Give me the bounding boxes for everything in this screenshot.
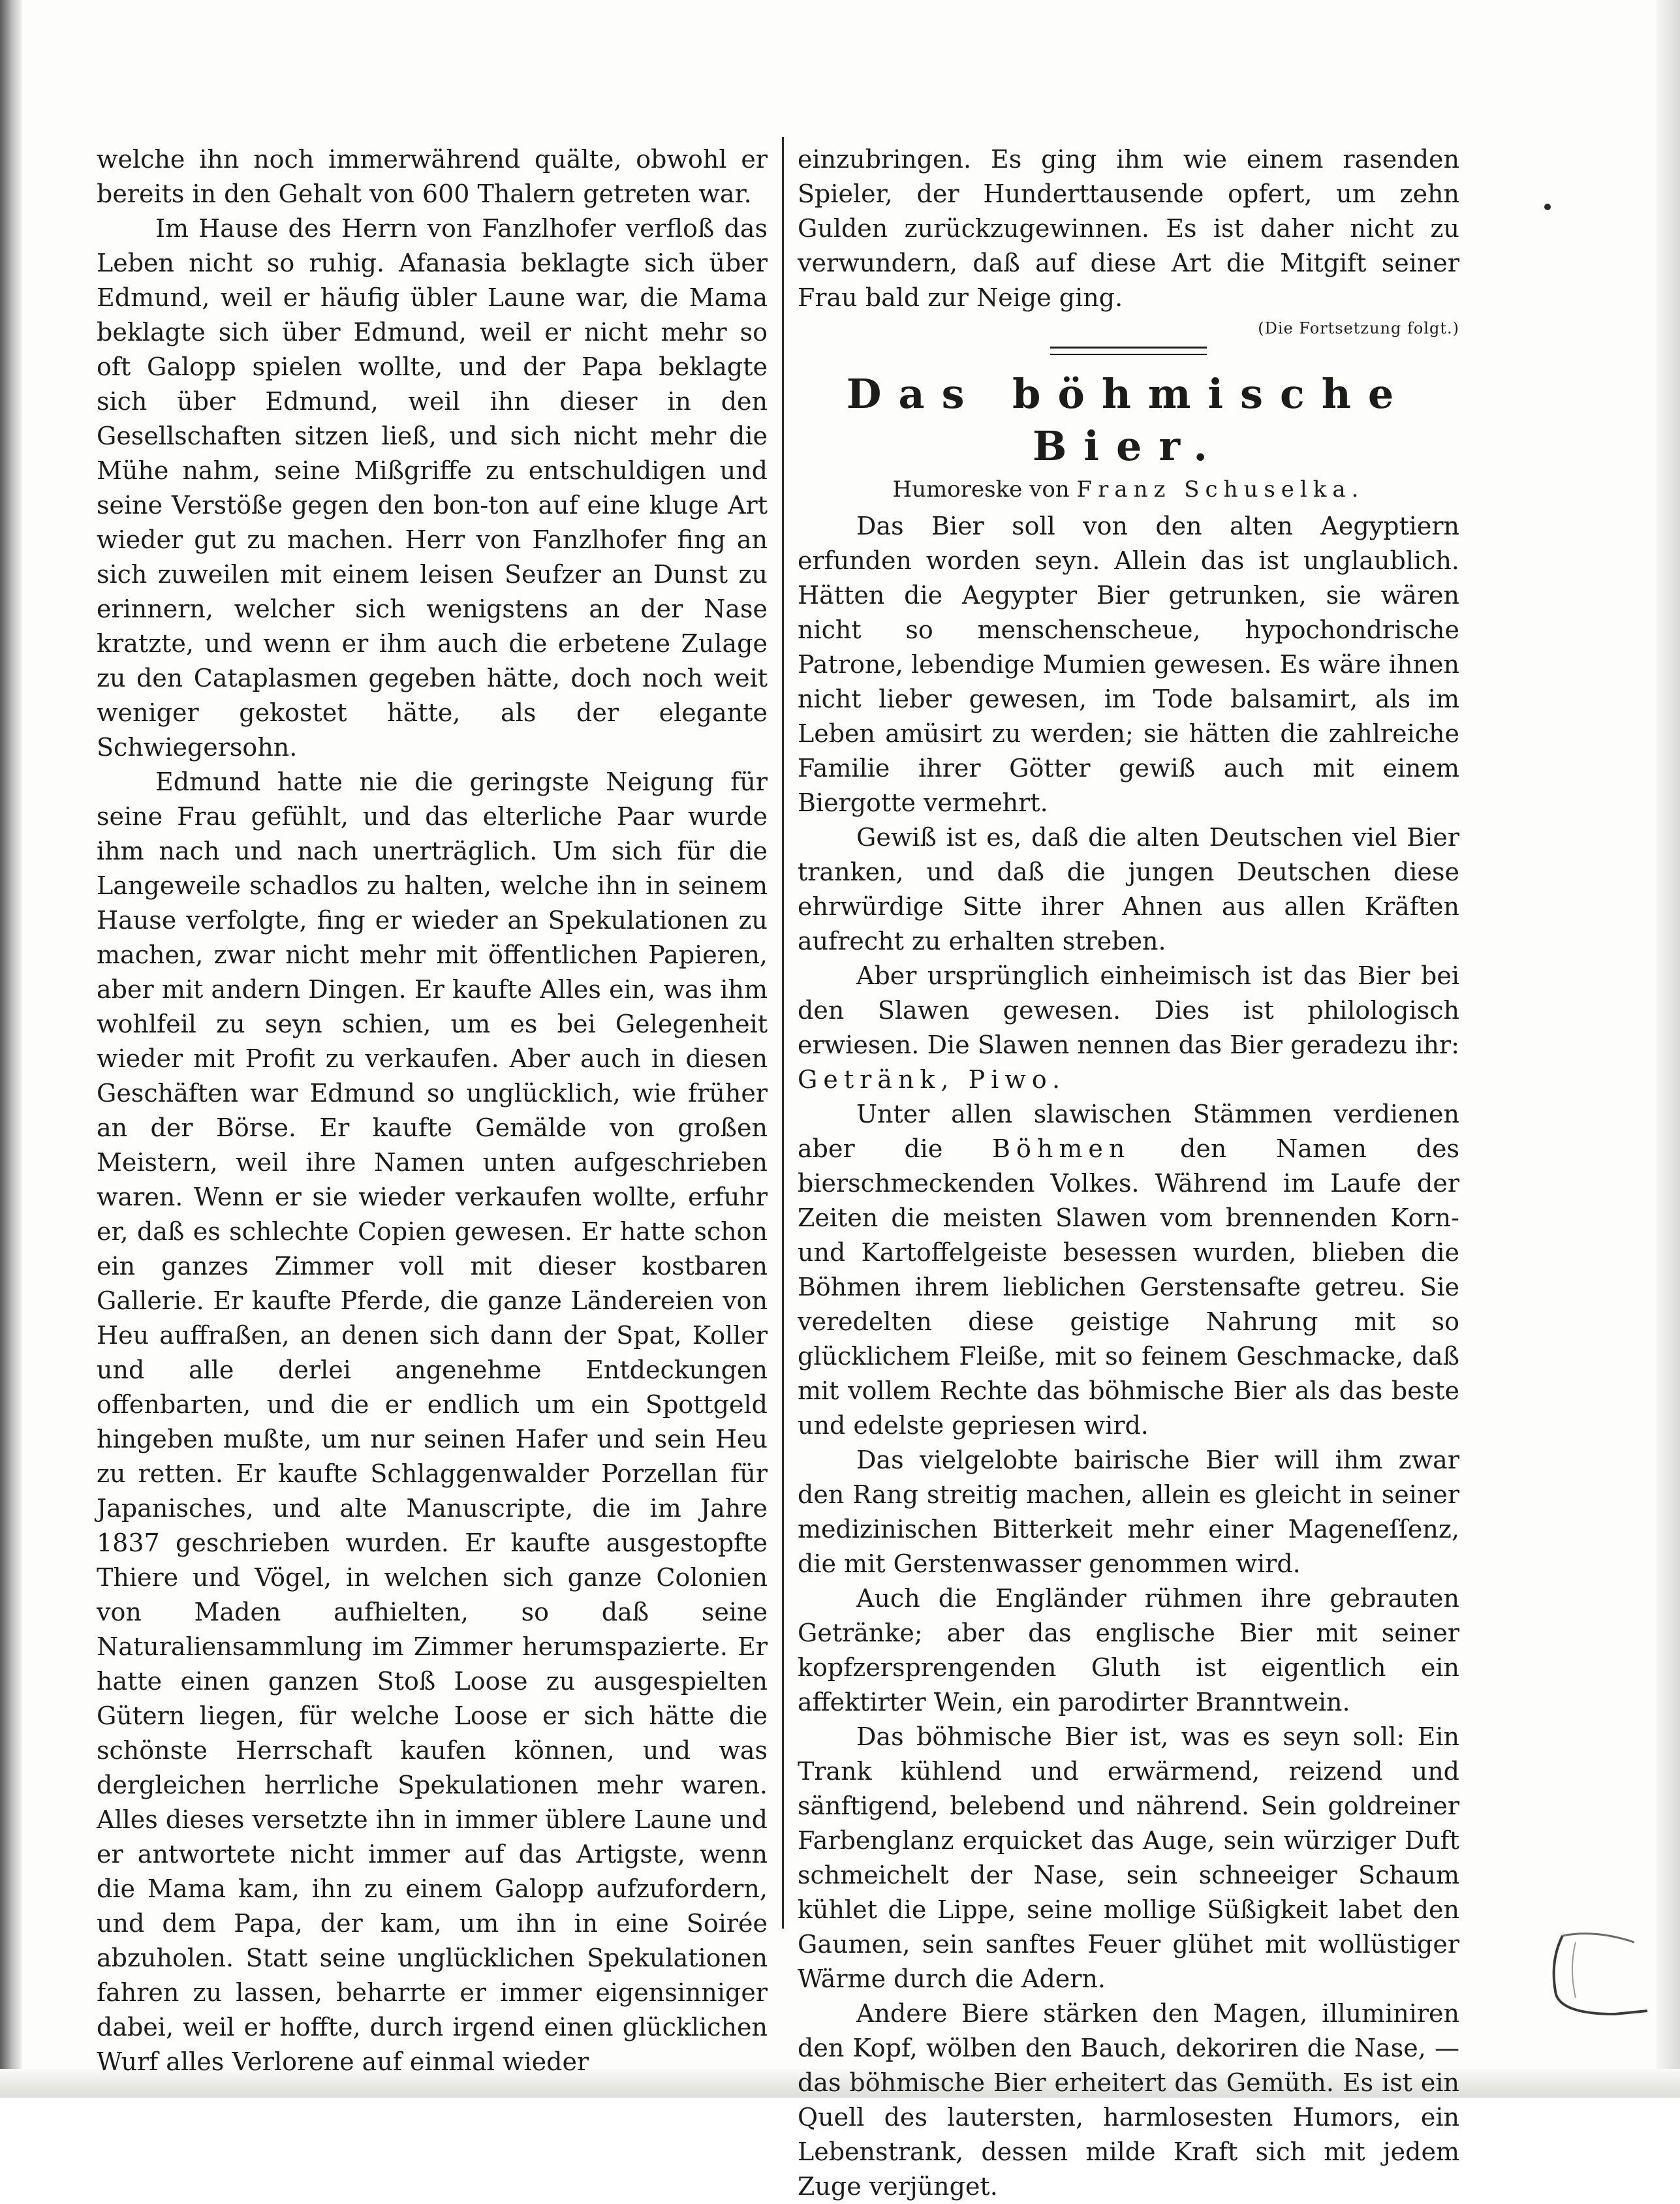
right-column bbox=[798, 142, 1459, 2204]
left-column bbox=[97, 142, 768, 2079]
article-author: Franz Schuselka. bbox=[1076, 476, 1365, 503]
term-getraenk-piwo: Getränk, Piwo. bbox=[798, 1065, 1066, 1094]
continuation-note: (Die Fortsetzung folgt.) bbox=[1258, 319, 1459, 337]
article-paragraph-8: Andere Biere stärken den Magen, illuminiren den Kopf, wölben den Bauch, dekoriren die Nase, — das böhmische Bier erheitert das Gemüth. Es ist ein Quell des lautersten, harmlosesten Humors, ein Lebenstrank, dessen milde Kraft sich mit jedem Zuge verjünget. bbox=[798, 1999, 1459, 2201]
column-divider bbox=[782, 137, 784, 1929]
left-paragraph-3: Edmund hatte nie die geringste Neigung für seine Frau gefühlt, und das elterliche Paar wurde ihm nach und nach unerträglich. Um sich für die Langeweile schadlos zu halten, welche ihn in seinem Hause verfolgte, fing er wieder an Spekulationen zu machen, zwar nicht mehr mit öffentlichen Papieren, aber mit andern Dingen. Er kaufte Alles ein, was ihm wohlfeil zu seyn schien, um es bei Gelegenheit wieder mit Profit zu verkaufen. Aber auch in diesen Geschäften war Edmund so unglücklich, wie früher an der Börse. Er kaufte Gemälde von großen Meistern, weil ihre Namen unten aufgeschrieben waren. Wenn er sie wieder verkaufen wollte, erfuhr er, daß es schlechte Copien gewesen. Er hatte schon ein ganzes Zimmer voll mit dieser kostbaren Gallerie. Er kaufte Pferde, die ganze Ländereien von Heu auffraßen, an denen sich dann der Spat, Koller und alle derlei angenehme Entdeckungen offenbarten, und die er endlich um ein Spottgeld hingeben mußte, um nur seinen Hafer und sein Heu zu retten. Er kaufte Schlaggenwalder Porzellan für Japanisches, und alte Manuscripte, die im Jahre 1837 geschrieben wurden. Er kaufte ausgestopfte Thiere und Vögel, in welchen sich ganze Colonien von Maden aufhielten, so daß seine Naturaliensammlung im Zimmer herumspazierte. Er hatte einen ganzen Stoß Loose zu ausgespielten Gütern liegen, für welche Loose er sich hätte die schönste Herrschaft kaufen können, und was dergleichen herrliche Spekulationen mehr waren. Alles dieses versetzte ihn in immer üblere Laune und er antwortete nicht immer auf das Artigste, wenn die Mama kam, ihn zu einem Galopp aufzufordern, und dem Papa, der kam, um ihn in eine Soirée abzuholen. Statt seine unglücklichen Spekulationen fahren zu lassen, beharrte er immer eigensinniger dabei, weil er hoffte, durch irgend einen glücklichen Wurf alles Verlorene auf einmal wieder bbox=[97, 768, 768, 2076]
page-right-edge bbox=[1657, 0, 1680, 2098]
paragraph-4-text: den Namen des bierschmeckenden Volkes. Während im Laufe der Zeiten die meisten Slawen vom brennenden Korn- und Kartoffelgeiste besessen wurden, blieben die Böhmen ihrem lieblichen Gerstensafte getreu. Sie veredelten diese geistige Nahrung mit so glücklichem Fleiße, mit so feinem Geschmacke, daß mit vollem Rechte das böhmische Bier als das beste und edelste gepriesen wird. bbox=[798, 1134, 1459, 1440]
article-paragraph-1: Das Bier soll von den alten Aegyptiern erfunden worden seyn. Allein das ist unglaublich. Hätten die Aegypter Bier getrunken, sie wären nicht so menschenscheue, hypochondrische Patrone, lebendige Mumien gewesen. Es wäre ihnen nicht lieber gewesen, im Tode balsamirt, als im Leben amüsirt zu werden; sie hätten die zahlreiche Familie ihrer Götter gewiß auch mit einem Biergotte vermehrt. bbox=[798, 512, 1459, 817]
margin-dot bbox=[1544, 204, 1551, 210]
binding-edge bbox=[0, 0, 22, 2098]
page-corner-curl-icon bbox=[1536, 1923, 1654, 2021]
subtitle-prefix: Humoreske von bbox=[892, 476, 1070, 503]
article-paragraph-4 bbox=[798, 1097, 1459, 1443]
continued-paragraph: einzubringen. Es ging ihm wie einem rasenden Spieler, der Hunderttausende opfert, um zehn Gulden zurückzugewinnen. Es ist daher nicht zu verwundern, daß auf diese Art die Mitgift seiner Frau bald zur Neige ging. bbox=[798, 145, 1459, 312]
paragraph-3-text: Aber ursprünglich einheimisch ist das Bier bei den Slawen gewesen. Dies ist philologisch erwiesen. Die Slawen nennen das Bier geradezu ihr: bbox=[798, 961, 1459, 1059]
article-subtitle bbox=[798, 473, 1459, 506]
article-paragraph-7: Das böhmische Bier ist, was es seyn soll: Ein Trank kühlend und erwärmend, reizend und sänftigend, belebend und nährend. Sein goldreiner Farbenglanz erquicket das Auge, sein würziger Duft schmeichelt der Nase, sein schneeiger Schaum kühlet die Lippe, seine mollige Süßigkeit labet den Gaumen, sein sanftes Feuer glühet mit wollüstiger Wärme durch die Adern. bbox=[798, 1722, 1459, 1993]
article-paragraph-5: Das vielgelobte bairische Bier will ihm zwar den Rang streitig machen, allein es gleicht in seiner medizinischen Bitterkeit mehr einer Mageneſſenz, die mit Gerstenwasser genommen wird. bbox=[798, 1446, 1459, 1578]
article-paragraph-6: Auch die Engländer rühmen ihre gebrauten Getränke; aber das englische Bier mit seiner kopfzersprengenden Gluth ist eigentlich ein affektirter Wein, ein parodirter Branntwein. bbox=[798, 1584, 1459, 1716]
article-paragraph-2: Gewiß ist es, daß die alten Deutschen viel Bier tranken, und daß die jungen Deutschen diese ehrwürdige Sitte ihrer Ahnen aus allen Kräften aufrecht zu erhalten streben. bbox=[798, 823, 1459, 955]
article-title: Das böhmische Bier. bbox=[846, 370, 1411, 470]
paragraph-4-lead: Unter allen slawischen Stämmen verdienen aber die bbox=[798, 1100, 1459, 1163]
section-divider bbox=[1050, 347, 1207, 355]
term-boehmen: Böhmen bbox=[992, 1134, 1131, 1163]
left-paragraph-2: Im Hause des Herrn von Fanzlhofer verfloß das Leben nicht so ruhig. Afanasia beklagte sich über Edmund, weil er häufig übler Laune war, die Mama beklagte sich über Edmund, weil er nicht mehr so oft Galopp spielen wollte, und der Papa beklagte sich über Edmund, weil ihn dieser in den Gesellschaften sitzen ließ, und sich nicht mehr die Mühe nahm, seine Mißgriffe zu entschuldigen und seine Verstöße gegen den bon-ton auf eine kluge Art wieder gut zu machen. Herr von Fanzlhofer fing an sich zuweilen mit einem leisen Seufzer an Dunst zu erinnern, welcher sich wenigstens an der Nase kratzte, und wenn er ihm auch die erbetene Zulage zu den Cataplasmen gegeben hätte, doch noch weit weniger gekostet hätte, als der elegante Schwiegersohn. bbox=[97, 214, 768, 762]
article-paragraph-3 bbox=[798, 959, 1459, 1097]
left-paragraph-1: welche ihn noch immerwährend quälte, obwohl er bereits in den Gehalt von 600 Thalern getreten war. bbox=[97, 145, 768, 208]
